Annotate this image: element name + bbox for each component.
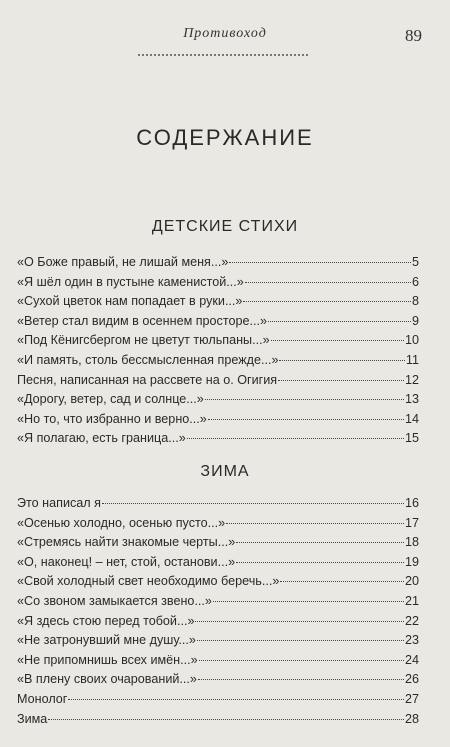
toc-entry-page: 24 xyxy=(404,652,419,667)
toc-entry xyxy=(17,592,419,612)
toc-entry-title: «О Боже правый, не лишай меня...» xyxy=(17,255,229,269)
toc-entry-page: 21 xyxy=(404,593,419,608)
toc-entry-title: «Ветер стал видим в осеннем просторе...» xyxy=(17,313,267,328)
toc-entry-page: 15 xyxy=(404,431,419,446)
toc-entry-title: «В плену своих очарований...» xyxy=(17,672,197,687)
dot-leader xyxy=(208,419,404,420)
dot-leader xyxy=(245,282,411,283)
toc-entry-title: «Я здесь стою перед тобой...» xyxy=(17,613,195,628)
page-number: 89 xyxy=(405,26,422,45)
dot-leader xyxy=(279,360,404,361)
toc-entry xyxy=(17,514,419,534)
toc-entry-title: «Я полагаю, есть граница...» xyxy=(17,431,186,446)
toc-entry-page: 10 xyxy=(404,333,419,348)
toc-title: СОДЕРЖАНИЕ xyxy=(136,125,314,150)
toc-entry-page: 17 xyxy=(404,515,419,530)
toc-entry-page: 12 xyxy=(404,372,419,387)
toc-entry-title: «Под Кёнигсбергом не цветут тюльпаны...» xyxy=(17,333,270,348)
dot-leader xyxy=(205,399,404,400)
toc-entry xyxy=(17,331,419,351)
toc-entry xyxy=(17,533,419,553)
toc-entry xyxy=(17,670,419,690)
toc-entry-title: Зима xyxy=(17,711,48,726)
toc-entry-page: 9 xyxy=(411,313,419,328)
toc-entry xyxy=(17,651,419,671)
toc-entry-page: 6 xyxy=(411,274,419,289)
toc-entry-title: Это написал я xyxy=(17,496,101,510)
toc-entry-title: «Сухой цветок нам попадает в руки...» xyxy=(17,294,243,309)
toc-entry xyxy=(17,494,419,514)
toc-section-winter xyxy=(17,494,419,729)
toc-entry-page: 11 xyxy=(405,352,419,367)
dot-leader xyxy=(271,340,404,341)
toc-entry-page: 22 xyxy=(404,613,419,628)
toc-entry-page: 26 xyxy=(404,672,419,687)
toc-entry xyxy=(17,292,419,312)
toc-entry-page: 19 xyxy=(404,554,419,569)
dot-leader xyxy=(48,719,404,720)
toc-entry-title: «И память, столь бессмысленная прежде...» xyxy=(17,352,279,367)
toc-entry-title: «Стремясь найти знакомые черты...» xyxy=(17,535,236,550)
toc-entry-title: Песня, написанная на рассвете на о. Огигия xyxy=(17,372,278,387)
toc-entry-page: 8 xyxy=(411,294,419,309)
toc-entry xyxy=(17,690,419,710)
toc-entry-page: 20 xyxy=(404,574,419,589)
dot-leader xyxy=(102,503,404,504)
toc-entry-page: 27 xyxy=(404,691,419,706)
toc-entry xyxy=(17,710,419,730)
toc-entry-title: «Осенью холодно, осенью пусто...» xyxy=(17,515,226,530)
toc-entry-title: «О, наконец! – нет, стой, останови...» xyxy=(17,554,236,569)
toc-entry xyxy=(17,390,419,410)
toc-entry-page: 13 xyxy=(404,392,419,407)
toc-entry xyxy=(17,631,419,651)
toc-entry xyxy=(17,553,419,573)
toc-entry xyxy=(17,612,419,632)
toc-entry xyxy=(17,351,419,371)
toc-entry-title: «Дорогу, ветер, сад и солнце...» xyxy=(17,392,204,407)
dot-leader xyxy=(280,581,404,582)
toc-entry-page: 28 xyxy=(404,711,419,726)
dot-leader xyxy=(197,640,404,641)
toc-entry-page: 23 xyxy=(404,633,419,648)
dot-leader xyxy=(198,679,404,680)
dot-leader xyxy=(236,562,404,563)
toc-entry-page: 16 xyxy=(404,496,419,510)
section-title-winter: ЗИМА xyxy=(200,463,250,480)
running-head xyxy=(0,26,450,50)
dot-leader xyxy=(68,699,404,700)
toc-entry-title: «Со звоном замыкается звено...» xyxy=(17,593,212,608)
toc-entry-title: «Свой холодный свет необходимо беречь...» xyxy=(17,574,280,589)
dot-leader xyxy=(229,262,411,263)
toc-entry xyxy=(17,253,419,273)
toc-entry xyxy=(17,371,419,391)
toc-entry-page: 18 xyxy=(404,535,419,550)
toc-entry xyxy=(17,429,419,449)
dot-leader xyxy=(236,542,404,543)
dot-leader xyxy=(226,523,404,524)
toc-entry xyxy=(17,572,419,592)
toc-section-children-poems xyxy=(17,253,419,449)
dot-leader xyxy=(243,301,411,302)
dot-leader xyxy=(187,438,404,439)
toc-entry xyxy=(17,410,419,430)
header-dotted-rule xyxy=(138,54,308,56)
dot-leader xyxy=(199,660,404,661)
toc-entry-title: Монолог xyxy=(17,691,68,706)
toc-entry-title: «Я шёл один в пустыне каменистой...» xyxy=(17,274,244,289)
toc-entry-title: «Не припомнишь всех имён...» xyxy=(17,652,198,667)
toc-entry-title: «Но то, что избранно и верно...» xyxy=(17,411,207,426)
toc-entry xyxy=(17,312,419,332)
toc-entry-page: 5 xyxy=(411,255,419,269)
dot-leader xyxy=(213,601,404,602)
dot-leader xyxy=(268,321,411,322)
section-title-children-poems: ДЕТСКИЕ СТИХИ xyxy=(151,218,299,235)
running-title: Противоход xyxy=(183,26,267,41)
dot-leader xyxy=(278,380,404,381)
toc-entry-page: 14 xyxy=(404,411,419,426)
dot-leader xyxy=(195,621,404,622)
toc-entry xyxy=(17,273,419,293)
toc-entry-title: «Не затронувший мне душу...» xyxy=(17,633,196,648)
